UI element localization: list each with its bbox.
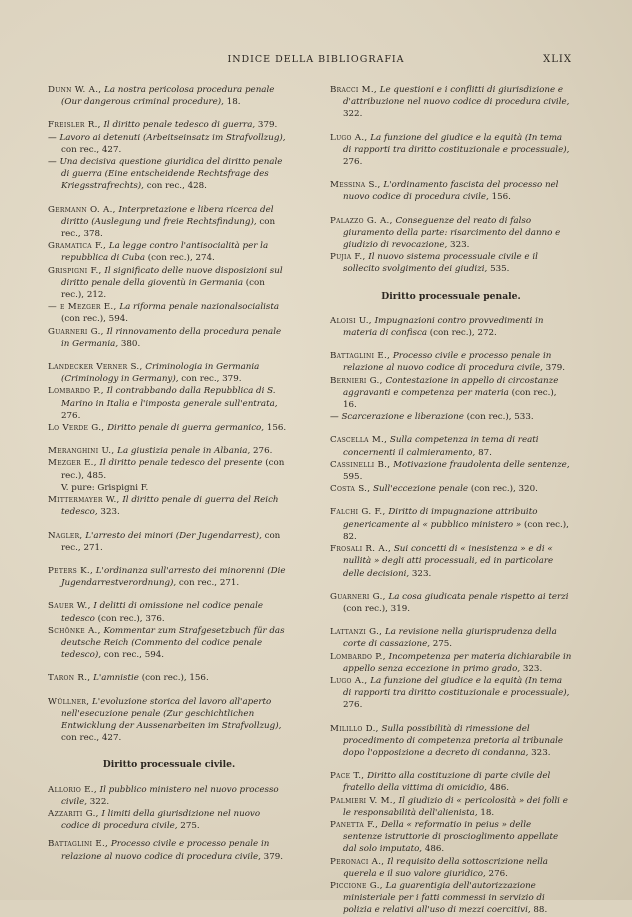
left-column [48, 84, 290, 863]
bib-entry: Palazzo G. A., Conseguenze del reato di falso giuramento della parte: risarcimento del danno e giudizio di revocazione, 323. [330, 215, 561, 251]
bib-entry: Panetta F., Della « reformatio in peius » delle sentenze istruttorie di proscioglimento appellate dal solo imputato, 486. [330, 819, 559, 855]
bib-entry: Peronaci A., Il requisito della sottoscrizione nella querela e il suo valore giuridico, 276. [330, 856, 548, 879]
bib-entry: Costa S., Sull'eccezione penale (con rec.), 320. [330, 484, 538, 495]
bib-entry: Azzariti G., I limiti della giurisdizione nel nuovo codice di procedura civile, 275. [48, 808, 261, 832]
page-number: XLIX [543, 54, 572, 65]
bib-entry: Guarneri G., Il rinnovamento della procedura penale in Germania, 380. [48, 326, 282, 349]
bib-entry: — e Mezger E., La riforma penale nazionalsocialista (con rec.), 594. [48, 302, 280, 325]
bib-entry: Falchi G. F., Diritto di impugnazione attribuito genericamente al « pubblico ministero » (con rec.), 82. [330, 507, 569, 542]
cross-reference: V. pure: Grispigni F. [61, 482, 149, 493]
section-heading: Diritto processuale penale. [381, 290, 521, 302]
bib-entry: Mittermayer W., Il diritto penale di guerra del Reich tedesco, 323. [48, 495, 279, 518]
bib-entry: Grispigni F., Il significato delle nuove disposizioni sul diritto penale della gioventù in Germania (con rec.), 212. [48, 265, 283, 301]
bib-entry: Lombardo P., Il contrabbando dalla Repubblica di S. Marino in Italia e l'imposta generale sull'entrata, 276. [48, 386, 278, 421]
bib-entry: Battaglini E., Processo civile e processo penale in relazione al nuovo codice di procedura civile, 379. [48, 839, 284, 862]
bib-entry: Cassinelli B., Motivazione fraudolenta delle sentenze, 595. [330, 459, 570, 483]
bib-entry: Taron R., L'amnistie (con rec.), 156. [48, 673, 209, 684]
right-column [330, 84, 572, 917]
bib-entry: Gramatica F., La legge contro l'antisocialità per la repubblica di Cuba (con rec.), 274. [48, 241, 269, 264]
bib-entry: Schönke A., Kommentar zum Strafgesetzbuch für das deutsche Reich (Commento del codice penale tedesco), con rec., 594. [48, 625, 285, 661]
bib-entry: Lattanzi G., La revisione nella giurisprudenza della corte di cassazione, 275. [330, 627, 557, 650]
bib-entry: — Scarcerazione e liberazione (con rec.), 533. [330, 412, 534, 423]
bib-entry: Frosali R. A., Sui concetti di « inesistenza » e di « nullità » degli atti processuali, ed in particolare delle decisioni, 323. [330, 544, 554, 579]
bib-entry: Peters K., L'ordinanza sull'arresto dei minorenni (Die Jugendarrestverordnung), con rec., 271. [48, 565, 286, 589]
bib-entry: Lo Verde G., Diritto penale di guerra germanico, 156. [48, 423, 287, 434]
bib-entry: Cascella M., Sulla competenza in tema di reati concernenti il calmieramento, 87. [330, 435, 539, 458]
bib-entry: Sauer W., I delitti di omissione nel codice penale tedesco (con rec.), 376. [48, 601, 264, 624]
bib-entry: Aloisi U., Impugnazioni contro provvedimenti in materia di confisca (con rec.), 272. [330, 315, 544, 339]
bib-entry: Bernieri G., Contestazione in appello di circostanze aggravanti e competenza per materia (con rec.), 16. [330, 375, 559, 411]
running-title: INDICE DELLA BIBLIOGRAFIA [227, 54, 405, 65]
bib-entry: Lombardo P., Incompetenza per materia dichiarabile in appello senza eccezione in primo grado, 323. [330, 651, 572, 674]
bib-entry: — Una decisiva questione giuridica del diritto penale di guerra (Eine entscheidende Rechtsfrage des Kriegsstrafrechts), con rec., 428. [48, 157, 283, 192]
bib-entry: Freisler R., Il diritto penale tedesco di guerra, 379. [48, 120, 278, 131]
bib-entry: Meranghini U., La giustizia penale in Albania, 276. [48, 446, 273, 457]
bib-entry: Landecker Verner S., Criminologia in Germania (Criminology in Germany), con rec., 379. [48, 362, 260, 385]
bib-entry: Pujia F., Il nuovo sistema processuale civile e il sollecito svolgimento dei giudizi, 535. [330, 252, 538, 275]
bib-entry: Lugo A., La funzione del giudice e la equità (In tema di rapporti tra diritto costituzionale e processuale), 276. [330, 132, 570, 168]
bib-entry: Nagler, L'arresto dei minori (Der Jugendarrest), con rec., 271. [48, 530, 281, 553]
bib-entry: Bracci M., Le questioni e i conflitti di giurisdizione e d'attribuzione nel nuovo codice di procedura civile, 322. [330, 85, 570, 120]
bib-entry: Wüllner, L'evoluzione storica del lavoro all'aperto nell'esecuzione penale (Zur geschichtlichen Entwicklung der Aussenarbeiten im Strafvollzug), con rec., 427. [48, 696, 282, 744]
bib-entry: Battaglini E., Processo civile e processo penale in relazione al nuovo codice di procedura civile, 379. [330, 351, 566, 374]
bib-entry: Lugo A., La funzione del giudice e la equità (In tema di rapporti tra diritto costituzionale e processuale), 276. [330, 675, 570, 711]
page-header [60, 54, 572, 70]
bib-entry: Mezger E., Il diritto penale tedesco del presente (con rec.), 485. [48, 458, 285, 481]
bib-entry: Pace T., Diritto alla costituzione di parte civile del fratello della vittima di omicidio, 486. [330, 771, 551, 794]
bib-entry: Milillo D., Sulla possibilità di rimessione del procedimento di competenza pretoria al tribunale dopo l'opposizione a decreto di condanna, 323. [330, 723, 564, 758]
section-heading: Diritto processuale civile. [102, 759, 236, 771]
bib-entry: Dunn W. A., La nostra pericolosa procedura penale (Our dangerous criminal procedure), 18. [48, 85, 275, 108]
bib-entry: Guarneri G., La cosa giudicata penale rispetto ai terzi (con rec.), 319. [330, 591, 569, 614]
bib-entry: Piccione G., La guarentigia dell'autorizzazione ministeriale per i fatti commessi in servizio di polizia e relativi all'uso di mezzi coercitivi, 88. [330, 880, 548, 916]
bib-entry: Allorio E., Il pubblico ministero nel nuovo processo civile, 322. [48, 784, 279, 807]
bib-entry: Messina S., L'ordinamento fascista del processo nel nuovo codice di procedura civile, 156. [330, 180, 559, 203]
bib-entry: — Lavoro ai detenuti (Arbeitseinsatz im Strafvollzug), con rec., 427. [48, 132, 286, 155]
bib-entry: Palmieri V. M., Il giudizio di « pericolosità » dei folli e le responsabilità dell'alienista, 18. [330, 795, 568, 818]
bib-entry: Germann O. A., Interpretazione e libera ricerca del diritto (Auslegung und freie Rechtsfindung), con rec., 378. [48, 204, 276, 240]
